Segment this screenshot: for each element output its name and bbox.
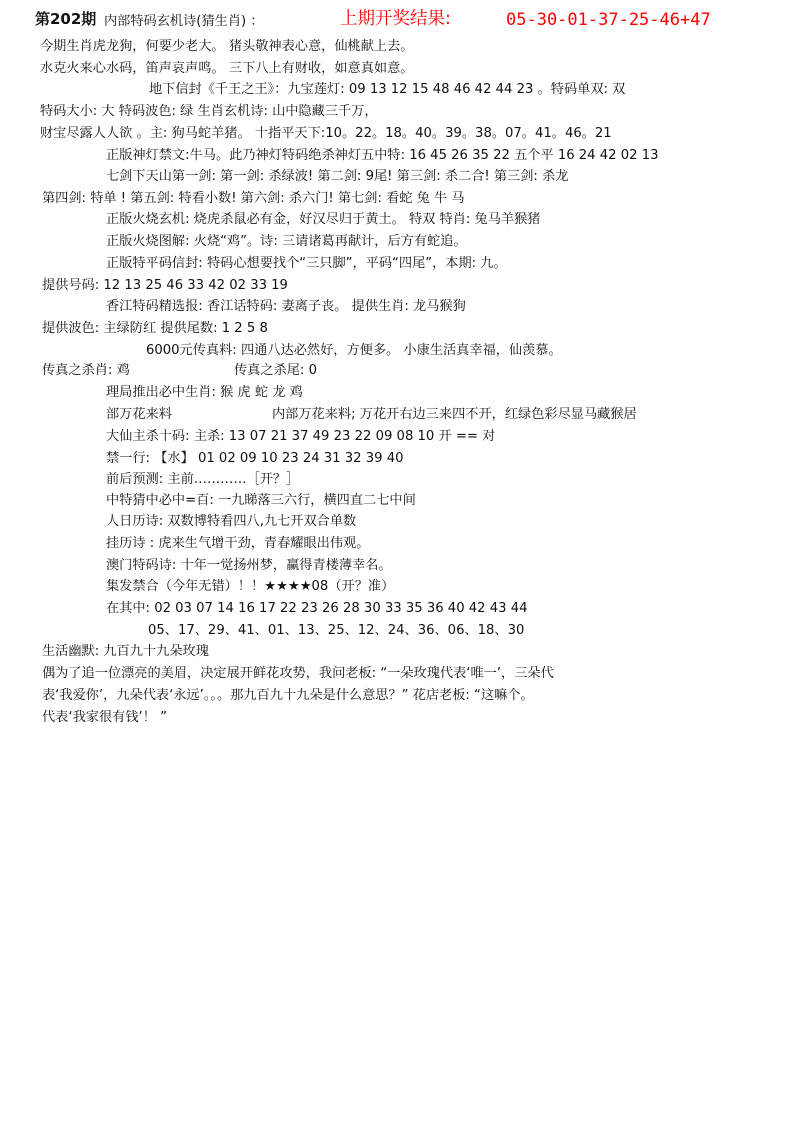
text-line-25: 澳门特码诗: 十年一觉扬州梦，赢得青楼薄幸名。 bbox=[106, 558, 392, 573]
text-line-7: 七剑下天山第一剑: 第一剑: 杀绿波! 第二剑: 9尾! 第三剑: 杀二合! 第三剑: 杀龙 bbox=[106, 169, 569, 184]
text-line-18b: 内部万花来料; 万花开右边三来四不开，红绿色彩尽显马藏猴居 bbox=[272, 407, 637, 422]
previous-result-label: 上期开奖结果: bbox=[340, 9, 451, 29]
text-line-32: 代表‘我家很有钱’！ ” bbox=[42, 710, 167, 725]
text-line-15: 6000元传真料: 四通八达必然好，方便多。 小康生活真幸福，仙羡慕。 bbox=[146, 343, 562, 358]
text-line-24: 挂历诗 : 虎来生气增干劲，青春耀眼出伟观。 bbox=[106, 536, 370, 551]
text-line-22: 中特猜中必中=百: 一九睇落三六行，横四直二七中间 bbox=[106, 493, 416, 508]
text-line-14: 提供波色: 主绿防红 提供尾数: 1 2 5 8 bbox=[42, 321, 268, 336]
text-line-3: 地下信封《千王之王》：九宝莲灯: 09 13 12 15 48 46 42 44 23 。特码单双: 双 bbox=[149, 82, 626, 97]
text-line-27: 在其中: 02 03 07 14 16 17 22 23 26 28 30 33 35 36 40 42 43 44 bbox=[106, 601, 528, 616]
text-line-23: 人日历诗: 双数博特看四八,九七开双合单数 bbox=[106, 514, 357, 529]
text-line-2: 水克火来心水码，笛声哀声鸣。 三下八上有财收，如意真如意。 bbox=[40, 61, 414, 76]
text-line-20: 禁一行: 【水】 01 02 09 10 23 24 31 32 39 40 bbox=[106, 451, 404, 466]
text-line-29: 生活幽默: 九百九十九朵玫瑰 bbox=[42, 644, 209, 659]
previous-result-numbers: 05-30-01-37-25-46+47 bbox=[506, 10, 711, 30]
text-line-17: 理局推出必中生肖: 猴 虎 蛇 龙 鸡 bbox=[106, 385, 303, 400]
text-line-12: 提供号码: 12 13 25 46 33 42 02 33 19 bbox=[42, 278, 288, 293]
text-line-26: 集发禁合（今年无错）！！★★★★08（开？准） bbox=[106, 579, 395, 594]
text-line-5: 财宝尽露人人欲 。主: 狗马蛇羊猪。 十指平天下:10。22。18。40。39。38。07。41。46。21 bbox=[40, 126, 612, 141]
issue-number: 第202期 bbox=[35, 10, 97, 28]
text-line-19: 大仙主杀十码: 主杀: 13 07 21 37 49 23 22 09 08 10 开 == 对 bbox=[106, 429, 496, 444]
text-line-9: 正版火烧玄机: 烧虎杀鼠必有金，好汉尽归于黄土。 特双 特肖: 兔马羊猴猪 bbox=[106, 212, 541, 227]
text-line-18a: 部万花来料 bbox=[106, 407, 172, 422]
text-line-21: 前后预测: 主前…………［开？］ bbox=[106, 472, 300, 487]
text-line-16b: 传真之杀尾: 0 bbox=[234, 363, 317, 378]
text-line-30: 偶为了追一位漂亮的美眉，决定展开鲜花攻势，我问老板: “一朵玫瑰代表‘唯一’，三朵代 bbox=[42, 666, 554, 681]
text-line-13: 香江特码精选报: 香江话特码: 妻离子丧。 提供生肖: 龙马猴狗 bbox=[106, 299, 466, 314]
text-line-16a: 传真之杀肖: 鸡 bbox=[42, 363, 130, 378]
text-line-8: 第四剑: 特单 ! 第五剑: 特看小数! 第六剑: 杀六门! 第七剑: 看蛇 兔 牛 马 bbox=[42, 191, 465, 206]
text-line-11: 正版特平码信封: 特码心想要找个“三只脚”，平码“四尾”，本期: 九。 bbox=[106, 256, 507, 271]
text-line-28: 05、17、29、41、01、13、25、12、24、36、06、18、30 bbox=[148, 623, 525, 638]
text-line-1: 今期生肖虎龙狗，何要少老大。 猪头敬神表心意，仙桃献上去。 bbox=[40, 39, 414, 54]
text-line-4: 特码大小: 大 特码波色: 绿 生肖玄机诗: 山中隐藏三千万， bbox=[40, 104, 378, 119]
text-line-6: 正版神灯禁文:牛马。此乃神灯特码绝杀神灯五中特: 16 45 26 35 22 五个平 16 24 42 02 13 bbox=[106, 148, 659, 163]
poem-title: 内部特码玄机诗(猜生肖) ： bbox=[104, 14, 264, 29]
text-line-31: 表‘我爱你’，九朵代表‘永远’。。。那九百九十九朵是什么意思？” 花店老板: “这嘛个。 bbox=[42, 688, 534, 703]
text-line-10: 正版火烧图解: 火烧“鸡”。诗: 三请诸葛再献计，后方有蛇追。 bbox=[106, 234, 467, 249]
